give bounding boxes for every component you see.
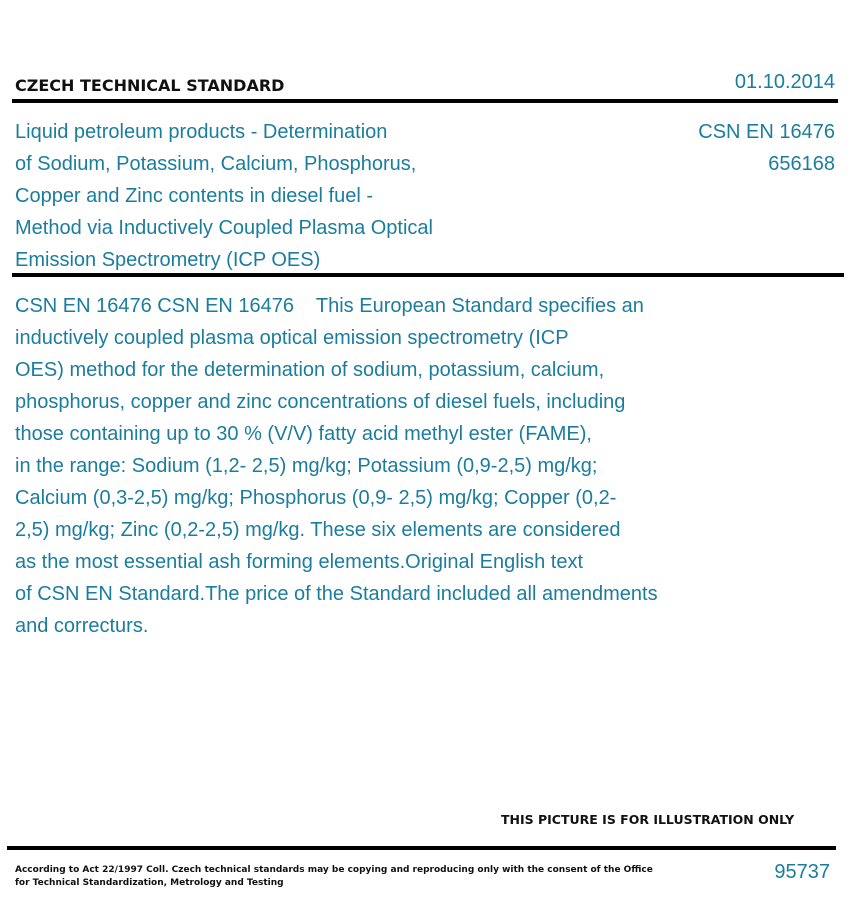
abstract-line: OES) method for the determination of sodium, potassium, calcium, <box>15 359 605 381</box>
title-line: Copper and Zinc contents in diesel fuel - <box>15 185 373 207</box>
standard-title <box>15 116 433 276</box>
title-line: Liquid petroleum products - Determination <box>15 121 388 143</box>
abstract-line: those containing up to 30 % (V/V) fatty acid methyl ester (FAME), <box>15 423 592 445</box>
abstract-text <box>15 290 658 642</box>
abstract-line: Calcium (0,3-2,5) mg/kg; Phosphorus (0,9- 2,5) mg/kg; Copper (0,2- <box>15 487 617 509</box>
abstract-line: CSN EN 16476 CSN EN 16476 This European Standard specifies an <box>15 295 644 317</box>
abstract-line: and correcturs. <box>15 615 149 637</box>
title-line: of Sodium, Potassium, Calcium, Phosphorus, <box>15 153 417 175</box>
title-line: Emission Spectrometry (ICP OES) <box>15 249 321 271</box>
legal-notice <box>15 864 653 890</box>
standard-codes <box>698 116 835 180</box>
abstract-line: of CSN EN Standard.The price of the Standard included all amendments <box>15 583 658 605</box>
title-divider <box>12 273 844 277</box>
catalog-number: 656168 <box>768 153 835 175</box>
abstract-line: inductively coupled plasma optical emission spectrometry (ICP <box>15 327 569 349</box>
header-divider <box>12 99 838 103</box>
title-line: Method via Inductively Coupled Plasma Optical <box>15 217 433 239</box>
legal-line: According to Act 22/1997 Coll. Czech technical standards may be copying and reproducing only with the consent of the Office <box>15 865 653 875</box>
document-number: 95737 <box>774 861 830 883</box>
footer-divider <box>7 846 836 850</box>
document-type-heading: CZECH TECHNICAL STANDARD <box>15 76 285 95</box>
standard-code: CSN EN 16476 <box>698 121 835 143</box>
legal-line: for Technical Standardization, Metrology and Testing <box>15 878 284 888</box>
abstract-line: as the most essential ash forming elements.Original English text <box>15 551 584 573</box>
illustration-disclaimer: THIS PICTURE IS FOR ILLUSTRATION ONLY <box>501 812 795 827</box>
abstract-line: phosphorus, copper and zinc concentrations of diesel fuels, including <box>15 391 626 413</box>
abstract-line: in the range: Sodium (1,2- 2,5) mg/kg; Potassium (0,9-2,5) mg/kg; <box>15 455 598 477</box>
abstract-line: 2,5) mg/kg; Zinc (0,2-2,5) mg/kg. These six elements are considered <box>15 519 621 541</box>
publication-date: 01.10.2014 <box>734 71 835 93</box>
